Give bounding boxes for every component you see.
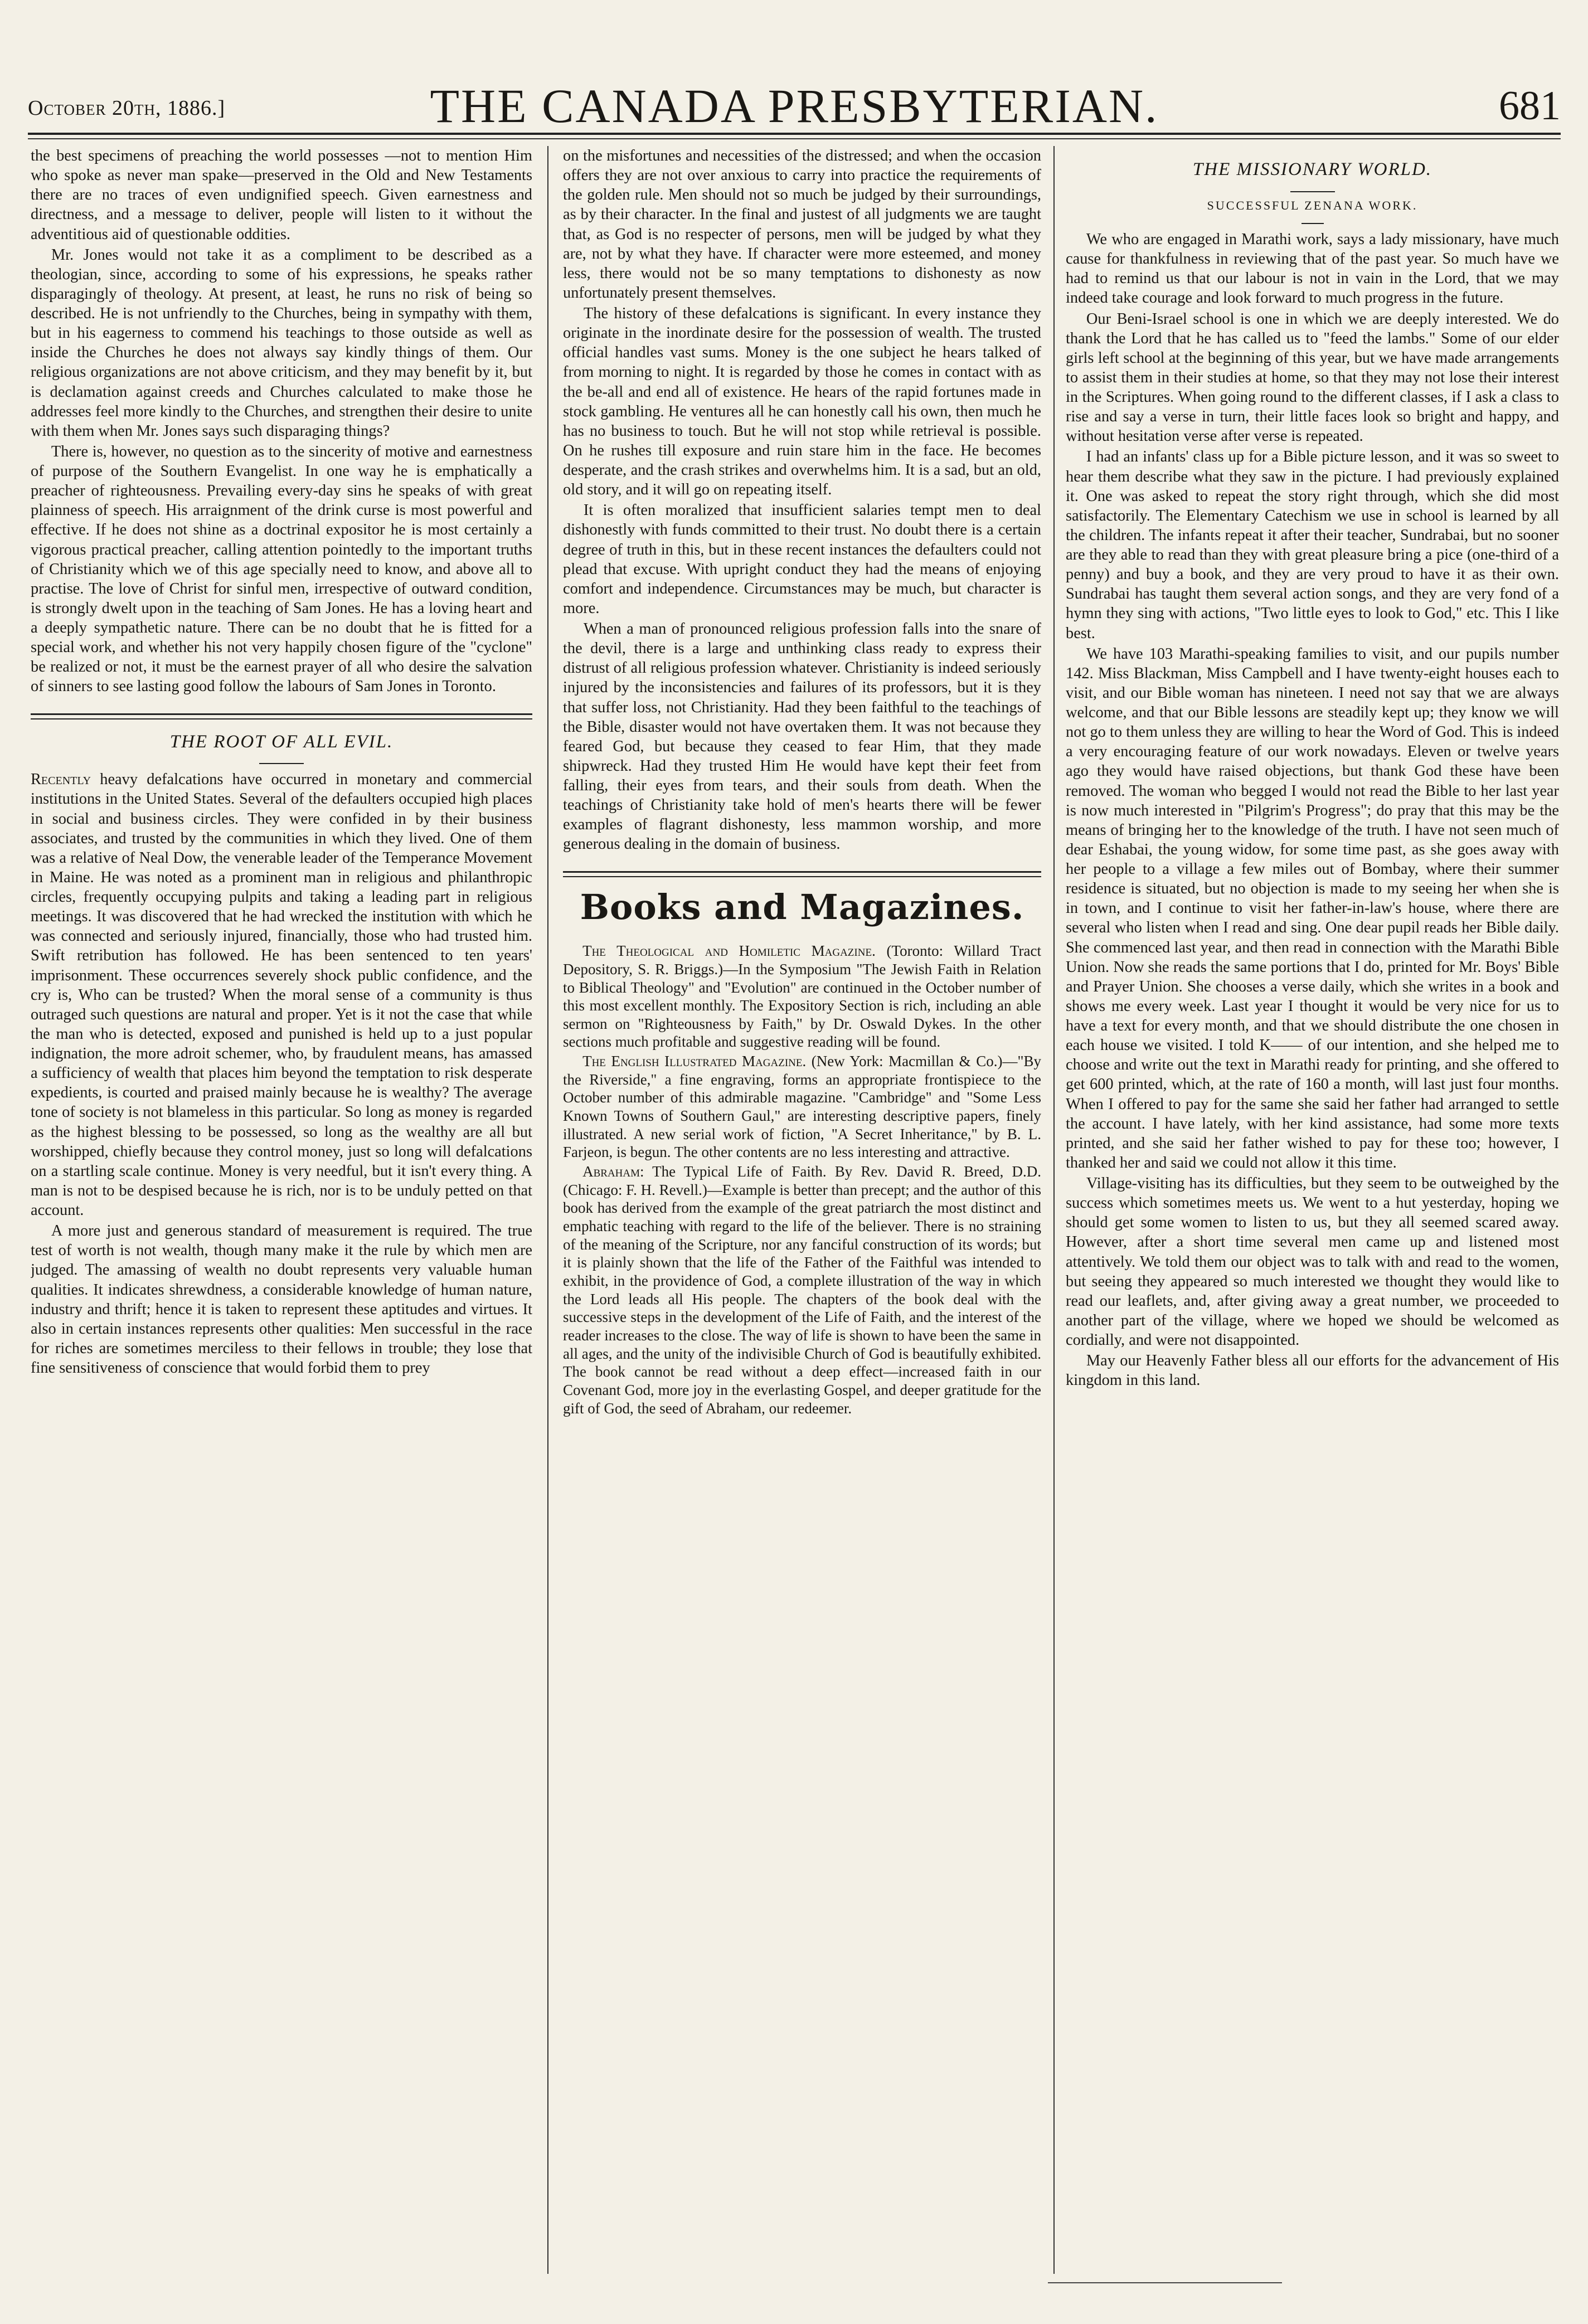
title-underline — [1290, 191, 1335, 192]
header-rule-thin — [28, 138, 1561, 139]
section-title-books-and-magazines: Books and Magazines. — [580, 886, 1024, 927]
article-paragraph: May our Heavenly Father bless all our efforts for the advancement of His kingdom in this land. — [1066, 1352, 1559, 1389]
subtitle-underline — [1302, 223, 1324, 224]
article-paragraph: on the misfortunes and necessities of the distressed; and when the occasion offers they are not over anxious to carry into practice the requirements of the golden rule. Men should not so much be judged by their surroundings, as by their character. In the final and justest of all judgments we are taught that, as God is no respecter of persons, men will be judged by what they are, not by what they have. If character were more esteemed, and money less, there would not be so many temptations to dishonesty as now unfortunately present themselves. — [563, 147, 1041, 302]
review-paragraph — [563, 1163, 1041, 1417]
article-paragraph: A more just and generous standard of measurement is required. The true test of worth is not wealth, though many make it the rule by which men are judged. The amassing of wealth no doubt represents very valuable human qualities. It indicates shrewdness, a considerable knowledge of human nature, industry and thrift; hence it is taken to represent these aptitudes and virtues. It also in certain instances represents other qualities: Men successful in the race for riches are sometimes merciless to their fellows in trouble; they lose that fine sensitiveness of conscience that would forbid them to prey — [31, 1222, 532, 1377]
review-paragraph — [563, 942, 1041, 1051]
masthead-title: THE CANADA PRESBYTERIAN. — [430, 79, 1159, 133]
section-rule-thin — [31, 718, 532, 719]
review-lead: The Theological and Homiletic Magazine. — [582, 942, 876, 960]
article-paragraph: Mr. Jones would not take it as a compliment to be described as a theologian, since, according to some of his expressions, he speaks rather disparagingly of theology. At present, at least, he runs no risk of being so described. He is not unfriendly to the Churches, being in sympathy with them, but in his eagerness to commend his teachings to those outside as well as inside the Churches he does not always say kindly things of them. Our religious organizations are not above criticism, and they may benefit by it, but is declamation against creeds and Churches calculated to make those he addresses feel more kindly to the Churches, and strengthen their desire to unite with them when Mr. Jones says such disparaging things? — [31, 246, 532, 440]
footer-rule — [1048, 2282, 1282, 2283]
article-paragraph: Village-visiting has its difficulties, but they seem to be outweighed by the success which sometimes meets us. We went to a hut yesterday, hoping we should get some women to listen to us, but they all seemed scared away. However, after a short time several men came up and listened most attentively. We told them our object was to talk with and read to the women, but seeing they appeared so much interested we thought they would like to read our leaflets, and, after giving away a great number, we proceeded to another part of the village, where we hoped we should be welcomed as cordially, and were not disappointed. — [1066, 1175, 1559, 1349]
article-paragraph: The history of these defalcations is significant. In every instance they originate in the inordinate desire for the possession of wealth. The trusted official handles vast sums. Money is the one subject he hears talked of from morning to night. It is regarded by those he comes in contact with as the be-all and end all of existence. He hears of the rapid fortunes made in stock gambling. He ventures all he can honestly call his own, then much he has no business to touch. But he will not stop while retrieval is possible. On he rushes till exposure and ruin stare him in the face. He becomes desperate, and the crash strikes and overwhelms him. It is a sad, but an old, old story, and it will go on repeating itself. — [563, 305, 1041, 499]
article-paragraph — [31, 770, 532, 1220]
section-rule-thin — [563, 876, 1041, 877]
lead-word: Recently — [31, 771, 91, 789]
review-paragraph — [563, 1052, 1041, 1161]
article-paragraph: We have 103 Marathi-speaking families to visit, and our pupils number 142. Miss Blackman, Miss Campbell and I have twenty-eight houses each to visit, and our Bible woman has nineteen. I need not say that we are always welcome, and that our Bible lessons are steadily kept up; they know we will not go to them unless they are willing to hear the Word of God. This is indeed a very encouraging feature of our work nowadays. Eleven or twelve years ago they would have raised objections, but thank God these have been removed. The woman who begged I would not read the Bible to her last year is now much interested in "Pilgrim's Progress"; do pray that this may be the means of bringing her to the knowledge of the truth. I have not seen much of dear Eshabai, the young widow, for some time past, as she goes away with her people to a village a few miles out of Bombay, where their summer residence is situated, but no objection is made to my seeing her when she is in town, and I continue to visit her father-in-law's house, where there are several who listen when I read and sing. One dear pupil reads her Bible daily. She commenced last year, and then read in connection with the Marathi Bible Union. Now she reads the same portions that I do, printed for Mr. Boys' Bible and Prayer Union. She chooses a verse daily, which she writes in a book and shows me every week. Last year I thought it would be very nice for us to have a text for every month, and that we should distribute the one chosen in each house we visited. I told K—— of our intention, and she helped me to choose and write out the text in Marathi ready for printing, and she offered to get 600 printed, which, at the rate of 160 a month, will last just four months. When I offered to pay for the same she said her father had arranged to settle the account. I have lately, with her kind assistance, had some more texts printed, and she said her father wished to pay for these too; however, I thanked her and said we could not allow it this time. — [1066, 645, 1559, 1171]
page-number: 681 — [1499, 83, 1561, 129]
review-lead: Abraham: — [582, 1163, 644, 1180]
article-paragraph: Our Beni-Israel school is one in which we are deeply interested. We do thank the Lord that he has called us to "feed the lambs." Some of our elder girls left school at the beginning of this year, but we have made arrangements to assist them in their studies at home, so that they may not lose their interest in the Scriptures. When going round to the different classes, if I ask a class to rise and say a verse in turn, their little faces look so bright and happy, and without hesitation verse after verse is repeated. — [1066, 310, 1559, 445]
article-subtitle: SUCCESSFUL ZENANA WORK. — [1207, 198, 1418, 212]
section-rule — [563, 871, 1041, 873]
column-divider — [547, 146, 548, 2274]
column-right — [1066, 146, 1559, 2274]
review-body: (New York: Macmillan & Co.)—"By the Riverside," a fine engraving, forms an appropriate frontispiece to the October number of this admirable magazine. "Cambridge" and "Some Less Known Towns of Southern Gaul," are interesting descriptive papers, finely illustrated. A new serial work of fiction, "A Secret Inheritance," by B. L. Farjeon, is begun. The other contents are no less interesting and attractive. — [563, 1053, 1041, 1161]
article-paragraph: It is often moralized that insufficient salaries tempt men to deal dishonestly with funds committed to their trust. No doubt there is a certain degree of truth in this, but in these recent instances the defaulters could not plead that excuse. With upright conduct they had the means of enjoying comfort and independence. Circumstances may be much, but character is more. — [563, 502, 1041, 617]
review-lead: The English Illustrated Magazine. — [582, 1053, 807, 1070]
article-paragraph: There is, however, no question as to the sincerity of motive and earnestness of purpose of the Southern Evangelist. In one way he is emphatically a preacher of righteousness. Prevailing every-day sins he speaks of with great plainness of speech. His arraignment of the drink curse is most powerful and effective. If he does not shine as a doctrinal expositor he is most certainly a vigorous practical preacher, calling attention pointedly to the important truths of Christianity which we of this age specially need to know, and above all to practise. The love of Christ for sinful men, irrespective of outward condition, is strongly dwelt upon in the teaching of Sam Jones. He has a loving heart and a deeply sympathetic nature. There can be no doubt that he is fitted for a special work, and whether his not very happily chosen figure of the "cyclone" be realized or not, it must be the earnest prayer of all who desire the salvation of sinners to see lasting good follow the labours of Sam Jones in Toronto. — [31, 443, 532, 696]
column-middle — [563, 146, 1041, 2274]
review-body: (Toronto: Willard Tract Depository, S. R. Briggs.)—In the Symposium "The Jewish Faith in Relation to Biblical Theology" and "Evolution" are continued in the October number of this most excellent monthly. The Expository Section is rich, including an able sermon on "Righteousness by Faith," by Dr. Oswald Dykes. In the other sections much profitable and suggestive reading will be found. — [563, 942, 1041, 1051]
paragraph-body: heavy defalcations have occurred in monetary and commercial institutions in the United States. Several of the defaulters occupied high places in social and business circles. They were confided in by their business associates, and trusted by the communities in which they lived. One of them was a relative of Neal Dow, the venerable leader of the Temperance Movement in Maine. He was noted as a prominent man in religious and philanthropic circles, frequently occupying pulpits and taking a leading part in religious meetings. It was discovered that he had wrecked the institution with which he was connected and seriously injured, financially, those who had trusted him. Swift retribution has followed. He has been sentenced to ten years' imprisonment. These occurrences severely shock public confidence, and the cry is, Who can be trusted? When the moral sense of a community is thus outraged such questions are natural and proper. Yet is it not the case that while the man who is detected, exposed and punished is held up to a just popular indignation, the more adroit schemer, who, by fraudulent means, has amassed a sufficiency of wealth that places him beyond the temptation to risk desperate expedients, is courted and praised mainly because he is wealthy? The average tone of society is not blameless in this particular. So long as money is regarded as the highest blessing to be possessed, so long as the wealthy are all but worshipped, chiefly because they control money, just so long will defalcations on a startling scale continue. Money is very needful, but it isn't every thing. A man is not to be despised because he is rich, nor is to be unduly petted on that account. — [31, 771, 532, 1219]
article-paragraph: the best specimens of preaching the world possesses —not to mention Him who spoke as never man spake—preserved in the Old and New Testaments there are no traces of even undignified speech. Given earnestness and directness, and a message to deliver, people will listen to it without the adventitious aid of questionable oddities. — [31, 147, 532, 243]
section-title-missionary-world: THE MISSIONARY WORLD. — [1192, 159, 1432, 179]
column-divider — [1053, 146, 1055, 2274]
header-rule — [28, 133, 1561, 135]
article-paragraph: When a man of pronounced religious profession falls into the snare of the devil, there is a large and unthinking class ready to express their distrust of all religious profession whatever. Christianity is indeed seriously injured by the inconsistencies and failures of its professors, but it is they that suffer loss, not Christianity. Had they been faithful to the teachings of the Bible, disaster would not have overtaken them. It was not because they feared God, but because they ceased to fear Him, that they made shipwreck. Had they trusted Him He would have kept their feet from falling, their eyes from tears, and their souls from death. When the teachings of Christianity take hold of men's hearts there will be fewer examples of flagrant dishonesty, less mammon worship, and more generous dealing in the domain of business. — [563, 620, 1041, 853]
article-paragraph: We who are engaged in Marathi work, says a lady missionary, have much cause for thankfulness in reviewing that of the past year. So much have we had to remind us that our labour is not in vain in the Lord, that we may indeed take courage and look forward to much progress in the future. — [1066, 231, 1559, 307]
issue-date: October 20th, 1886.] — [28, 96, 226, 120]
column-left — [31, 146, 532, 2274]
title-underline — [259, 763, 304, 764]
review-body: The Typical Life of Faith. By Rev. David R. Breed, D.D. (Chicago: F. H. Revell.)—Example is better than precept; and the author of this book has derived from the example of the great patriarch the most distinct and emphatic teaching with regard to the life of the believer. There is no straining of the meaning of the Scripture, nor any fanciful construction of its words; but it is plainly shown that the life of the Father of the Faithful was intended to exhibit, in the providence of God, a complete illustration of the way in which the Lord leads all His people. The chapters of the book deal with the successive steps in the development of the Life of Faith, and the interest of the reader increases to the close. The way of life is shown to have been the same in all ages, and the unity of the indivisible Church of God is beautifully exhibited. The book cannot be read without a deep effect—increased faith in our Covenant God, more joy in the everlasting Gospel, and deeper gratitude for the gift of God, the seed of Abraham, our redeemer. — [563, 1163, 1041, 1417]
section-title-root-of-all-evil: THE ROOT OF ALL EVIL. — [169, 731, 394, 752]
article-paragraph: I had an infants' class up for a Bible picture lesson, and it was so sweet to hear them describe what they saw in the picture. I had previously explained it. One was asked to repeat the story right through, which she did most satisfactorily. The Elementary Catechism we use in school is learned by all the children. The infants repeat it after their teacher, Sundrabai, but no sooner are they able to read than they with great pleasure bring a pice (one-third of a penny) and buy a book, and they are very proud to have it as their own. Sundrabai has taught them several action songs, and they are very fond of a hymn they sing with actions, "Two little eyes to look to God," etc. This I like best. — [1066, 448, 1559, 642]
section-rule — [31, 713, 532, 715]
